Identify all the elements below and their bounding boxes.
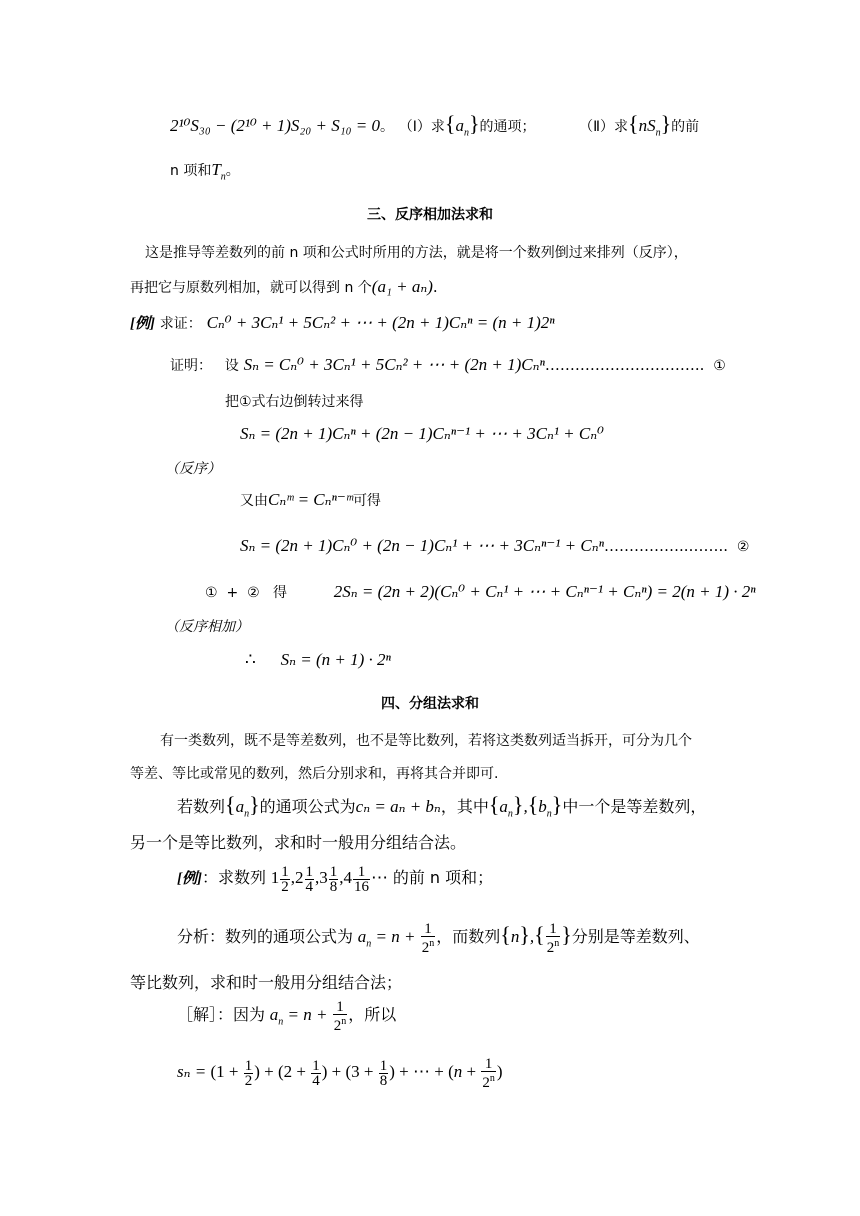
circle-1: ①: [713, 358, 726, 374]
reverse-text: 把①式右边倒转过来得: [225, 394, 364, 410]
example-tag-2: [例]: [177, 871, 202, 887]
circle-2: ②: [736, 539, 750, 555]
para1-b: 的通项公式为: [259, 797, 356, 816]
example-formula: Cₙ⁰ + 3Cₙ¹ + 5Cₙ² + ⋯ + (2n + 1)Cₙⁿ = (n + 1)2ⁿ: [206, 313, 555, 332]
section4-title: 四、分组法求和: [381, 696, 479, 712]
proof-set: 设: [224, 358, 239, 374]
part2-suffix: 的前: [671, 119, 700, 135]
part1-label: （Ⅰ）求: [398, 119, 445, 135]
also-line: [240, 490, 381, 511]
example-tag: [例]: [130, 316, 155, 332]
section4-example: [例]：求数列 1 $\frac{1}{2}$ ,2 $\frac{1}{4}$ ,3 $\frac{1}{8}$ ,4 $\frac{1}{16}$ ⋯ 的前 n 项和；: [177, 863, 494, 895]
problem-line-1: 2¹⁰S₃₀ − (2¹⁰ + 1)S₂₀ + S₁₀ = 0。 （Ⅰ）求$\{a_n\}$的通项； （Ⅱ）求$\{nS_n\}$的前: [170, 111, 700, 139]
result-formula: Sₙ = (n + 1) · 2ⁿ: [280, 650, 391, 669]
example-suffix-2: 的前 n 项和；: [392, 868, 494, 887]
sum-formula: 2Sₙ = (2n + 2)(Cₙ⁰ + Cₙ¹ + ⋯ + Cₙⁿ⁻¹ + Cₙⁿ) = 2(n + 1) · 2ⁿ: [333, 582, 756, 601]
sequence-a: a: [455, 116, 464, 135]
proof-line-1: [170, 355, 726, 376]
section3-title: 三、反序相加法求和: [367, 207, 493, 223]
problem-equation: 2¹⁰S₃₀ − (2¹⁰ + 1)S₂₀ + S₁₀ = 0: [170, 116, 380, 135]
therefore-symbol: ∴: [245, 650, 256, 669]
example-prefix: 求证：: [159, 316, 202, 332]
solution-line: ［解］：因为 $a_n = n$ + $\frac{1}{2^n}$ ，所以: [177, 998, 397, 1034]
part2-label: （Ⅱ）求: [579, 119, 628, 135]
part1-suffix: 的通项；: [479, 119, 536, 135]
analysis-line-2: 等比数列，求和时一般用分组结合法；: [130, 973, 403, 992]
intro2-prefix: 再把它与原数列相加，就可以得到 n 个: [130, 280, 372, 296]
section4-para-2: 另一个是等比数列，求和时一般用分组结合法。: [130, 833, 467, 852]
sum-label: ① + ② 得: [205, 585, 287, 601]
reverse-formula: Sₙ = (2n + 1)Cₙⁿ + (2n − 1)Cₙⁿ⁻¹ + ⋯ + 3Cₙ¹ + Cₙ⁰: [240, 424, 604, 443]
proof-dots-2: ……………..……..: [603, 537, 729, 555]
sum-line: [205, 582, 756, 603]
section3-intro-1: 这是推导等差数列的前 n 项和公式时所用的方法，就是将一个数列倒过来排列（反序），: [145, 245, 688, 261]
section4-intro-2: 等差、等比或常见的数列，然后分别求和，再将其合并即可.: [130, 766, 499, 782]
intro2-suffix: .: [432, 278, 438, 296]
analysis-suffix: 分别是等差数列、: [571, 927, 700, 946]
sum-lhs: sₙ =: [177, 1062, 211, 1081]
para1-d: 中一个是等差数列，: [562, 797, 707, 816]
proof-dots-1: …………………………..: [544, 356, 705, 374]
para1-formula: cₙ = aₙ + bₙ: [355, 797, 441, 816]
period: 。: [380, 119, 394, 135]
analysis-prefix: 分析：数列的通项公式为: [177, 927, 354, 946]
also-prefix: 又由: [240, 493, 268, 509]
second-formula-line: [240, 536, 749, 557]
result-line: [245, 650, 391, 670]
analysis-line: 分析：数列的通项公式为 $a_n = n$ + $\frac{1}{2^n}$ ，而数列{n},{ $\frac{1}{2^n}$ }分别是等差数列、: [177, 920, 700, 956]
proof-formula: Sₙ = Cₙ⁰ + 3Cₙ¹ + 5Cₙ² + ⋯ + (2n + 1)Cₙⁿ: [243, 355, 545, 374]
problem-line-2: n 项和$T_n$。: [170, 160, 240, 183]
section4-para-1: 若数列$\{a_n\}$的通项公式为cₙ = aₙ + bₙ，其中$\{a_n\},\{b_n\}$中一个是等差数列，: [177, 792, 707, 820]
Tn: T: [211, 160, 221, 179]
note-reverse: （反序）: [165, 461, 221, 477]
para1-c: ，其中: [440, 797, 489, 816]
analysis-mid: ，而数列: [436, 927, 501, 946]
example-prefix-2: ：求数列: [202, 868, 267, 887]
intro2-math: (a₁ + aₙ): [371, 277, 433, 296]
para1-a: 若数列: [177, 797, 226, 816]
section3-example: [130, 313, 555, 334]
also-suffix: 可得: [352, 493, 381, 509]
section3-intro-2: [130, 277, 438, 298]
also-formula: Cₙᵐ = Cₙⁿ⁻ᵐ: [268, 490, 353, 509]
proof-label: 证明：: [170, 358, 212, 374]
solution-suffix: ，所以: [348, 1005, 397, 1024]
note-reverse-add: （反序相加）: [165, 619, 249, 635]
section4-intro-1: 有一类数列，既不是等差数列，也不是等比数列，若将这类数列适当拆开，可分为几个: [160, 733, 692, 749]
line2-prefix: n 项和: [170, 163, 212, 179]
sequence-nSn: nS: [638, 116, 656, 135]
second-formula: Sₙ = (2n + 1)Cₙ⁰ + (2n − 1)Cₙ¹ + ⋯ + 3Cₙⁿ⁻¹ + Cₙⁿ: [240, 536, 604, 555]
line2-suffix: 。: [225, 163, 240, 179]
solution-prefix: ［解］：因为: [177, 1005, 266, 1024]
sum-expansion: sₙ = (1 + $\frac{1}{2}$ ) + (2 + $\frac{1}{4}$ ) + (3 + $\frac{1}{8}$ ) + ⋯ + (n + $\frac{1}{2^n}$ ): [177, 1055, 503, 1091]
